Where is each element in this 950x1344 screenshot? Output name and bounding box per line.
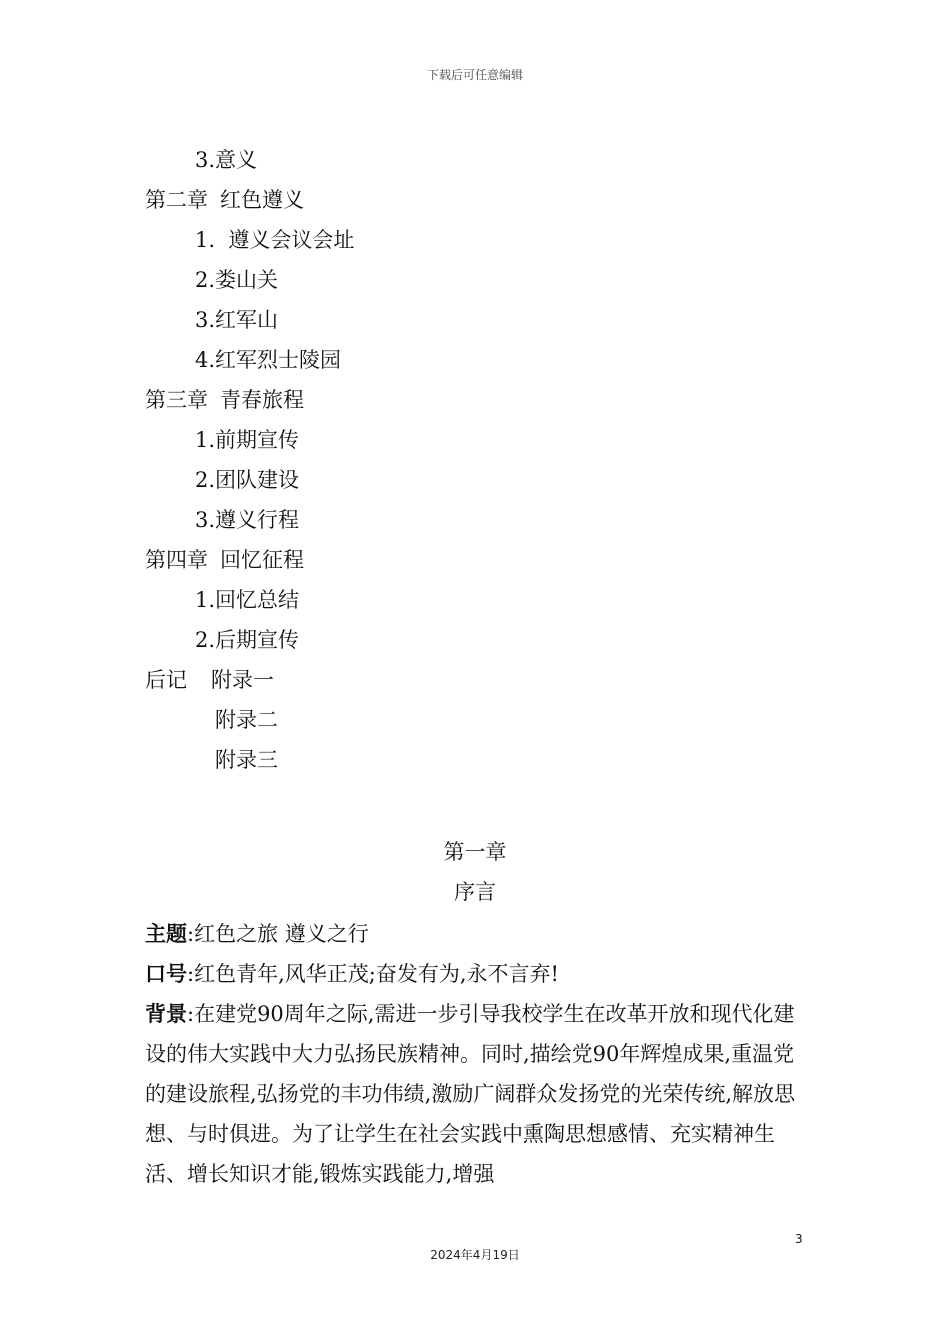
toc-item: 1. 遵义会议会址 [195, 228, 355, 252]
page-header: 下载后可任意编辑 [426, 68, 523, 82]
theme-label: 主题 [145, 922, 187, 946]
toc-item: 2.娄山关 [195, 268, 279, 292]
toc-afterword-label: 后记 [145, 668, 187, 692]
toc-appendix: 附录二 [215, 708, 278, 732]
toc-appendix: 附录三 [215, 748, 278, 772]
chapter-title: 序言 [454, 880, 496, 904]
chapter-number: 第一章 [443, 840, 507, 864]
slogan-text: :红色青年,风华正茂;奋发有为,永不言弃! [187, 962, 559, 986]
toc-item: 1.回忆总结 [195, 588, 300, 612]
toc-item: 3.红军山 [195, 308, 279, 332]
theme-text: :红色之旅 遵义之行 [187, 922, 369, 946]
toc-chapter-3 [145, 382, 845, 422]
toc-afterword [145, 662, 845, 702]
toc-appendix: 附录一 [211, 668, 274, 692]
toc-chapter-title: 红色遵义 [220, 188, 304, 212]
table-of-contents [145, 142, 845, 782]
toc-item: 1.前期宣传 [195, 428, 300, 452]
background-label: 背景 [145, 1002, 187, 1026]
background-paragraph [145, 994, 810, 1194]
toc-chapter-2 [145, 182, 845, 222]
toc-item: 3.遵义行程 [195, 508, 300, 532]
toc-chapter-4 [145, 542, 845, 582]
toc-chapter-label: 第二章 [145, 188, 208, 212]
toc-chapter-label: 第四章 [145, 548, 208, 572]
toc-chapter-label: 第三章 [145, 388, 208, 412]
toc-chapter-title: 青春旅程 [220, 388, 304, 412]
slogan-paragraph [145, 954, 810, 994]
toc-item: 2.团队建设 [195, 468, 300, 492]
toc-item: 3.意义 [195, 148, 258, 172]
slogan-label: 口号 [145, 962, 187, 986]
toc-item: 2.后期宣传 [195, 628, 300, 652]
toc-chapter-title: 回忆征程 [220, 548, 304, 572]
theme-paragraph [145, 914, 810, 954]
page-footer-date: 2024年4月19日 [430, 1248, 520, 1262]
toc-item: 4.红军烈士陵园 [195, 348, 342, 372]
chapter-body [145, 914, 810, 1194]
page-number: 3 [795, 1232, 803, 1246]
background-text: :在建党90周年之际,需进一步引导我校学生在改革开放和现代化建设的伟大实践中大力弘扬民族精神。同时,描绘党90年辉煌成果,重温党的建设旅程,弘扬党的丰功伟绩,激励广阔群众发扬党的光荣传统,解放思想、与时俱进。为了让学生在社会实践中熏陶思想感情、充实精神生活、增长知识才能,锻炼实践能力,增强 [145, 1002, 796, 1186]
